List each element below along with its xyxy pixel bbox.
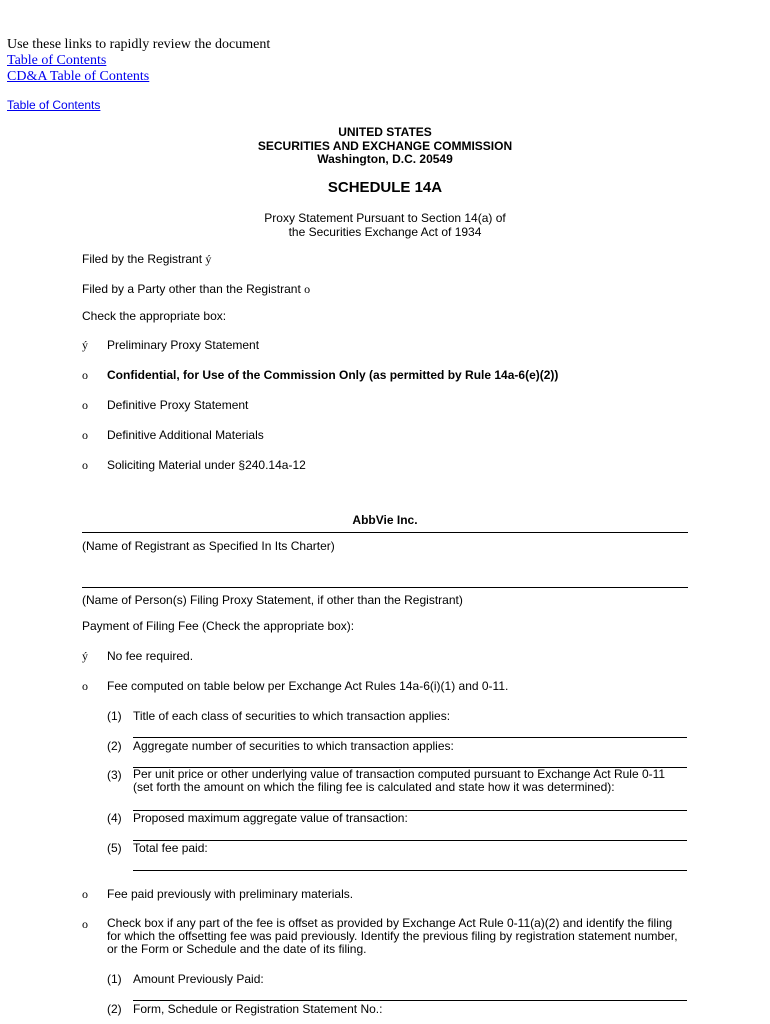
header-address: Washington, D.C. 20549 [317, 152, 453, 166]
offset-item-rule [133, 1000, 687, 1001]
fee-computed-checkbox: o [82, 679, 88, 693]
filer-name-rule [82, 587, 688, 588]
option-checkbox: o [82, 458, 88, 472]
registrant-name-caption: (Name of Registrant as Specified In Its Charter) [82, 539, 335, 553]
schedule-title: SCHEDULE 14A [327, 179, 443, 196]
option-checkbox: o [82, 368, 88, 382]
option-label: Definitive Proxy Statement [107, 398, 249, 412]
header-country: UNITED STATES [338, 125, 432, 139]
filer-name-caption: (Name of Person(s) Filing Proxy Statement, if other than the Registrant) [82, 593, 463, 607]
prelim-fee-checkbox: o [82, 887, 88, 901]
filed-by-other-label: Filed by a Party other than the Registrant [82, 282, 301, 296]
no-fee-checkbox: ý [82, 649, 88, 663]
fee-item-rule [133, 840, 687, 841]
fee-item-text: Aggregate number of securities to which transaction applies: [133, 739, 454, 753]
registrant-checkbox: ý [205, 252, 212, 266]
other-party-checkbox: o [304, 282, 311, 296]
no-fee-label: No fee required. [107, 649, 194, 663]
option-checkbox: ý [82, 338, 88, 352]
review-intro: Use these links to rapidly review the document [7, 37, 271, 52]
fee-item-text: Proposed maximum aggregate value of transaction: [133, 811, 408, 825]
option-checkbox: o [82, 428, 88, 442]
fee-item-rule [133, 737, 687, 738]
check-box-label: Check the appropriate box: [82, 309, 227, 323]
filed-by-registrant [82, 252, 211, 267]
payment-label: Payment of Filing Fee (Check the appropriate box): [82, 619, 355, 633]
fee-computed-label: Fee computed on table below per Exchange Act Rules 14a-6(i)(1) and 0-11. [107, 679, 509, 693]
header-subtitle-2: the Securities Exchange Act of 1934 [288, 225, 482, 239]
filed-by-other-party [82, 282, 310, 297]
fee-item-text: Per unit price or other underlying value of transaction computed pursuant to Exchange Act Rule 0-11 (set forth the amount on which the filing fee is calculated and state how it was determined): [133, 767, 666, 794]
offset-item-number: (1) [107, 972, 122, 986]
fee-item-rule [133, 870, 687, 871]
offset-fee-checkbox: o [82, 917, 88, 931]
fee-item-text: Total fee paid: [133, 841, 208, 855]
option-label: Preliminary Proxy Statement [107, 338, 260, 352]
fee-item-number: (4) [107, 811, 122, 825]
option-checkbox: o [82, 398, 88, 412]
cda-toc-link[interactable]: CD&A Table of Contents [7, 69, 150, 84]
option-label: Confidential, for Use of the Commission Only (as permitted by Rule 14a-6(e)(2)) [107, 368, 559, 382]
offset-fee-label: Check box if any part of the fee is offset as provided by Exchange Act Rule 0-11(a)(2) and identify the filing for which the offsetting fee was paid previously. Identify the previous filing by registration statement number, or the Form or Schedule and the date of its filing. [107, 916, 678, 956]
header-subtitle-1: Proxy Statement Pursuant to Section 14(a) of [264, 211, 506, 225]
header-commission: SECURITIES AND EXCHANGE COMMISSION [257, 139, 513, 153]
fee-item-text: Title of each class of securities to which transaction applies: [133, 709, 451, 723]
prelim-fee-label: Fee paid previously with preliminary materials. [107, 887, 354, 901]
fee-item-number: (3) [107, 768, 122, 782]
registrant-name-rule [82, 532, 688, 533]
fee-item-number: (2) [107, 739, 122, 753]
toc-link-secondary[interactable]: Table of Contents [7, 98, 101, 112]
offset-item-number: (2) [107, 1002, 122, 1016]
offset-item-text: Form, Schedule or Registration Statement No.: [133, 1002, 383, 1016]
toc-link[interactable]: Table of Contents [7, 53, 107, 68]
registrant-name: AbbVie Inc. [352, 513, 418, 527]
option-label: Soliciting Material under §240.14a-12 [107, 458, 306, 472]
option-label: Definitive Additional Materials [107, 428, 264, 442]
fee-item-number: (1) [107, 709, 122, 723]
offset-item-text: Amount Previously Paid: [133, 972, 264, 986]
filed-by-registrant-label: Filed by the Registrant [82, 252, 203, 266]
fee-item-number: (5) [107, 841, 122, 855]
